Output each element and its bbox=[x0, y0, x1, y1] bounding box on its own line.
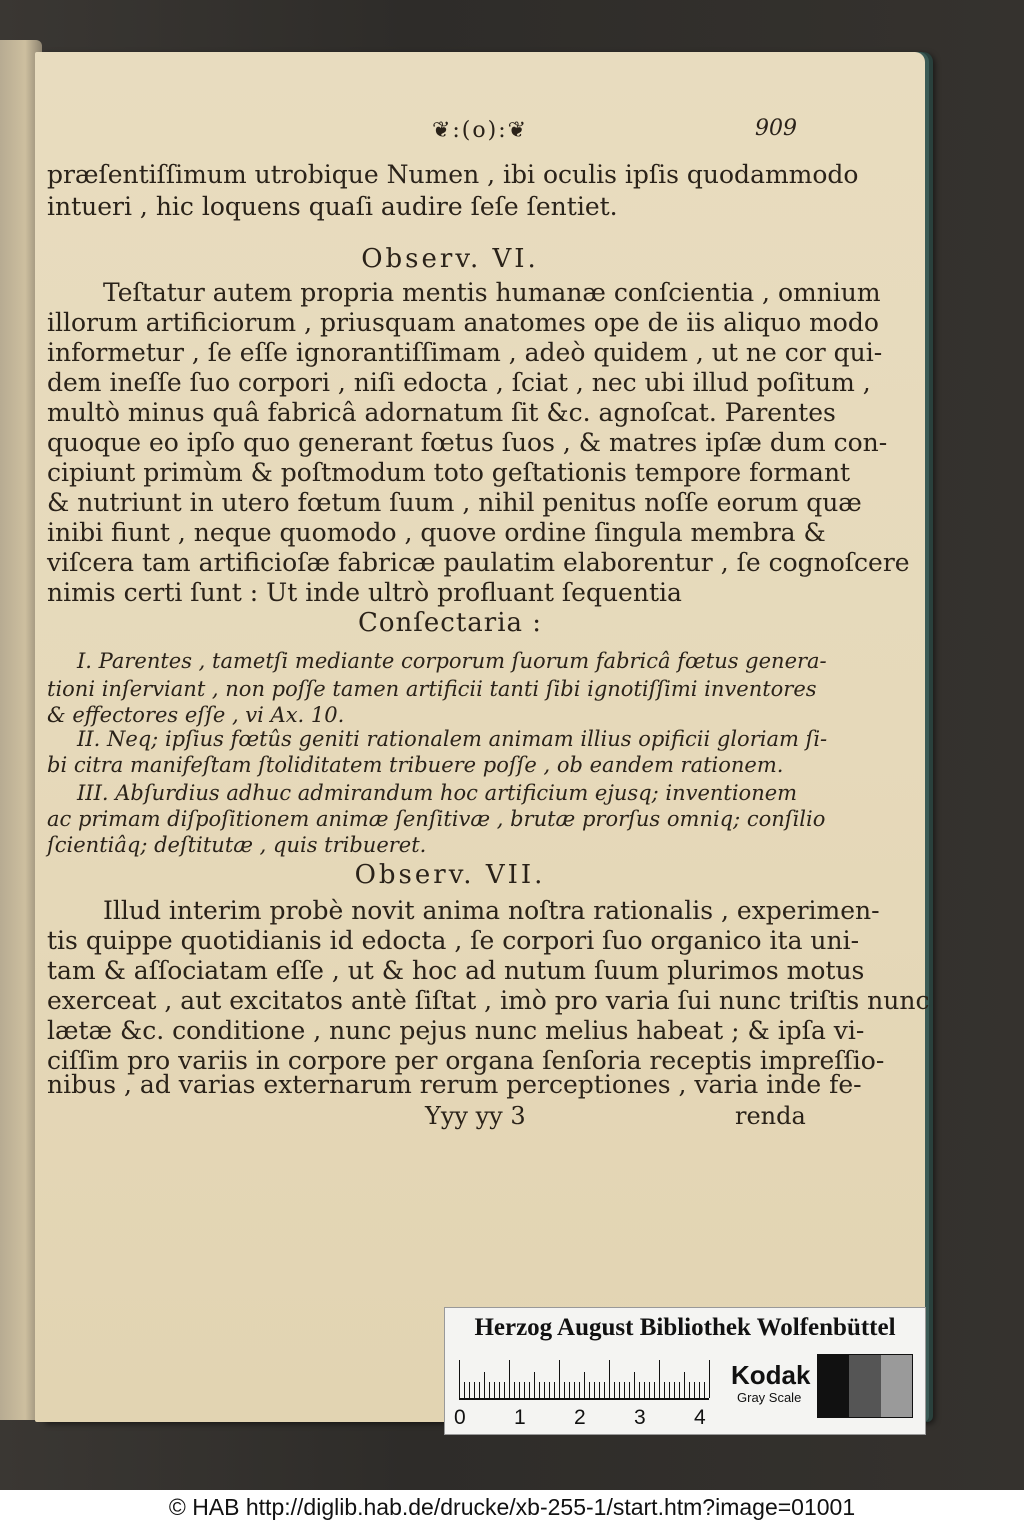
ruler-number: 2 bbox=[574, 1406, 586, 1429]
ruler-tick bbox=[504, 1382, 505, 1398]
copyright-footer: © HAB http://diglib.hab.de/drucke/xb-255-1/start.htm?image=01001 bbox=[0, 1490, 1024, 1525]
scale-ruler bbox=[459, 1358, 709, 1400]
swatch-black bbox=[818, 1355, 849, 1417]
text-line: cipiunt primùm & poſtmodum toto geſtationis tempore formant bbox=[47, 458, 851, 487]
ruler-tick bbox=[614, 1382, 615, 1398]
ruler-tick bbox=[639, 1382, 640, 1398]
ruler-tick bbox=[594, 1382, 595, 1398]
ruler-tick bbox=[469, 1382, 470, 1398]
section-heading: Observ. VI. bbox=[361, 244, 539, 274]
ruler-tick bbox=[539, 1382, 540, 1398]
text-line: & nutriunt in utero fœtum ſuum , nihil penitus noſſe eorum quæ bbox=[47, 488, 862, 517]
text-line: tis quippe quotidianis id edocta , ſe corpori ſuo organico ita uni- bbox=[47, 926, 860, 955]
ruler-tick bbox=[624, 1382, 625, 1398]
ruler-tick bbox=[704, 1382, 705, 1398]
ruler-tick bbox=[634, 1372, 635, 1398]
page-text bbox=[35, 52, 930, 1422]
ruler-tick bbox=[489, 1382, 490, 1398]
ruler-tick bbox=[649, 1382, 650, 1398]
section-heading: Conſectaria : bbox=[357, 608, 543, 638]
text-line: nibus , ad varias externarum rerum perceptiones , varia inde fe- bbox=[47, 1070, 862, 1099]
text-line: lætæ &c. conditione , nunc pejus nunc melius habeat ; & ipſa vi- bbox=[47, 1016, 865, 1045]
ruler-tick bbox=[569, 1382, 570, 1398]
ruler-tick bbox=[474, 1382, 475, 1398]
section-heading: Observ. VII. bbox=[354, 860, 546, 890]
text-line: viſcera tam artificioſæ fabricæ paulatim elaborentur , ſe cognoſcere bbox=[47, 548, 910, 577]
gray-scale-label: Gray Scale bbox=[737, 1390, 802, 1405]
text-line: Teſtatur autem propria mentis humanæ conſcientia , omnium bbox=[103, 278, 881, 307]
catchword: renda bbox=[735, 1102, 806, 1130]
text-line: intueri , hic loquens quaſi audire ſeſe ſentiet. bbox=[47, 192, 618, 221]
text-line: exerceat , aut excitatos antè ſiſtat , imò pro varia ſui nunc triſtis nunc bbox=[47, 986, 930, 1015]
ruler-tick bbox=[709, 1360, 710, 1398]
text-line: inibi fiunt , neque quomodo , quove ordine ſingula membra & bbox=[47, 518, 826, 547]
ruler-tick bbox=[459, 1360, 460, 1398]
ruler-tick bbox=[604, 1382, 605, 1398]
ruler-tick bbox=[534, 1372, 535, 1398]
ruler-tick bbox=[659, 1360, 660, 1398]
ruler-tick bbox=[674, 1382, 675, 1398]
ruler-tick bbox=[654, 1382, 655, 1398]
corollary-line: II. Neq; ipſius fœtûs geniti rationalem animam illius opificii gloriam ſi- bbox=[77, 727, 828, 751]
label-title: Herzog August Bibliothek Wolfenbüttel bbox=[474, 1314, 896, 1341]
ruler-tick bbox=[574, 1382, 575, 1398]
ruler-tick bbox=[494, 1382, 495, 1398]
signature-mark: Yyy yy 3 bbox=[425, 1102, 526, 1130]
corollary-line: III. Abſurdius adhuc admirandum hoc artificium ejusq; inventionem bbox=[77, 781, 798, 805]
text-line: informetur , ſe eſſe ignorantiſſimam , adeò quidem , ut ne cor qui- bbox=[47, 338, 883, 367]
ruler-tick bbox=[464, 1382, 465, 1398]
text-line: Illud interim probè novit anima noſtra rationalis , experimen- bbox=[103, 896, 880, 925]
ruler-tick bbox=[599, 1382, 600, 1398]
ruler-tick bbox=[644, 1382, 645, 1398]
corollary-line: & effectores eſſe , vi Ax. 10. bbox=[47, 703, 345, 727]
ruler-tick bbox=[509, 1360, 510, 1398]
ruler-tick bbox=[544, 1382, 545, 1398]
ruler-tick bbox=[664, 1382, 665, 1398]
ruler-number: 0 bbox=[454, 1406, 466, 1429]
ruler-tick bbox=[679, 1382, 680, 1398]
ruler-tick bbox=[629, 1382, 630, 1398]
ruler-tick bbox=[529, 1382, 530, 1398]
header-ornament: ❦:(o):❦ bbox=[431, 118, 529, 143]
swatch-mid-gray bbox=[881, 1355, 912, 1417]
text-line: dem ineſſe ſuo corpori , niſi edocta , ſciat , nec ubi illud poſitum , bbox=[47, 368, 871, 397]
ruler-tick bbox=[669, 1382, 670, 1398]
text-line: illorum artificiorum , priusquam anatomes ope de iis aliquo modo bbox=[47, 308, 879, 337]
text-line: ciſſim pro variis in corpore per organa ſenſoria receptis impreſſio- bbox=[47, 1046, 885, 1075]
text-line: quoque eo ipſo quo generant fœtus ſuos , & matres ipſæ dum con- bbox=[47, 428, 888, 457]
corollary-line: tioni inſerviant , non poſſe tamen artificii tanti ſibi ignotiſſimi inventores bbox=[47, 677, 817, 701]
ruler-tick bbox=[484, 1372, 485, 1398]
ruler-tick bbox=[689, 1382, 690, 1398]
text-line: præſentiſſimum utrobique Numen , ibi oculis ipſis quodammodo bbox=[47, 160, 859, 189]
kodak-logo: Kodak bbox=[731, 1360, 811, 1390]
ruler-tick bbox=[589, 1382, 590, 1398]
library-color-label bbox=[444, 1307, 926, 1435]
ruler-tick bbox=[549, 1382, 550, 1398]
ruler-tick bbox=[564, 1382, 565, 1398]
corollary-line: ac primam diſpoſitionem animæ ſenſitivæ , brutæ prorſus omniq; conſilio bbox=[47, 807, 826, 831]
gray-swatch bbox=[817, 1354, 913, 1418]
ruler-tick bbox=[584, 1372, 585, 1398]
corollary-line: ſcientiâq; deſtitutæ , quis tribueret. bbox=[47, 833, 427, 857]
ruler-tick bbox=[524, 1382, 525, 1398]
ruler-tick bbox=[559, 1360, 560, 1398]
ruler-tick bbox=[499, 1382, 500, 1398]
page-number: 909 bbox=[755, 116, 797, 141]
ruler-tick bbox=[479, 1382, 480, 1398]
ruler-tick bbox=[579, 1382, 580, 1398]
ruler-tick bbox=[684, 1372, 685, 1398]
corollary-line: bi citra manifeſtam ſtoliditatem tribuere poſſe , ob eandem rationem. bbox=[47, 753, 784, 777]
swatch-dark-gray bbox=[849, 1355, 880, 1417]
ruler-number: 4 bbox=[694, 1406, 706, 1429]
ruler-number: 3 bbox=[634, 1406, 646, 1429]
ruler-tick bbox=[699, 1382, 700, 1398]
ruler-tick bbox=[609, 1360, 610, 1398]
text-line: tam & aſſociatam eſſe , ut & hoc ad nutum ſuum plurimos motus bbox=[47, 956, 865, 985]
ruler-tick bbox=[514, 1382, 515, 1398]
ruler-tick bbox=[694, 1382, 695, 1398]
ruler-tick bbox=[519, 1382, 520, 1398]
corollary-line: I. Parentes , tametſi mediante corporum ſuorum fabricâ fœtus genera- bbox=[77, 649, 827, 673]
text-line: nimis certi ſunt : Ut inde ultrò profluant ſequentia bbox=[47, 578, 682, 607]
ruler-tick bbox=[554, 1382, 555, 1398]
text-line: multò minus quâ fabricâ adornatum ſit &c. agnoſcat. Parentes bbox=[47, 398, 836, 427]
ruler-tick bbox=[619, 1382, 620, 1398]
ruler-number: 1 bbox=[514, 1406, 526, 1429]
book-page bbox=[35, 52, 930, 1422]
